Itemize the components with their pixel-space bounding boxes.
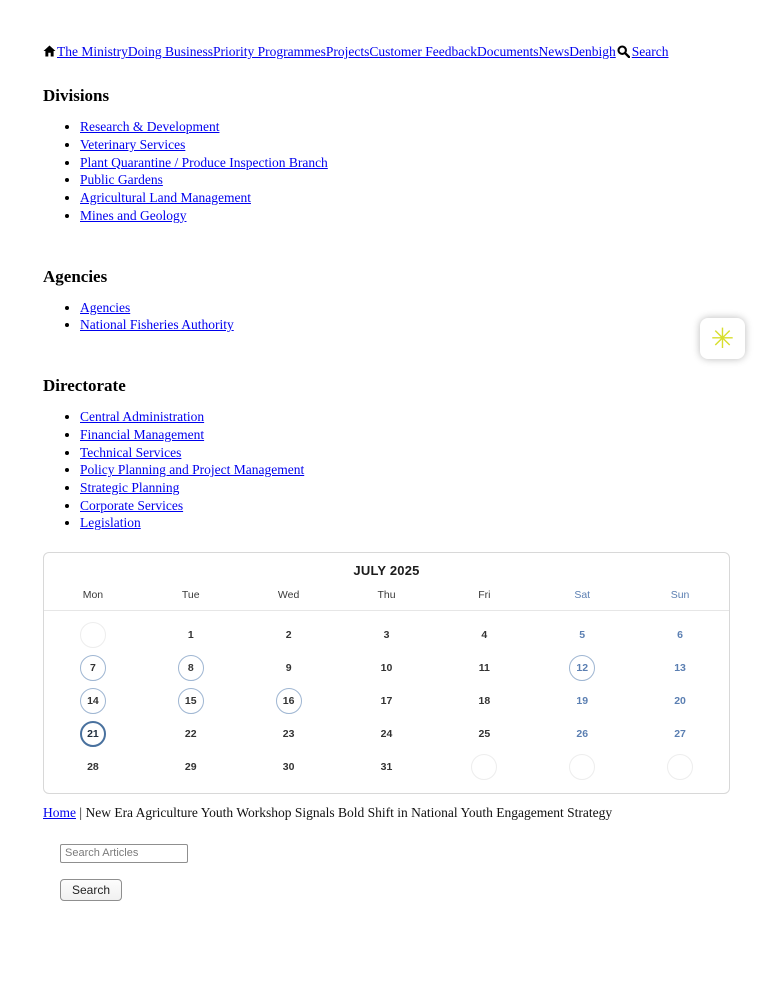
calendar-empty-day [80,622,106,648]
article-search-input[interactable] [60,844,188,863]
calendar-day: 6 [677,629,683,642]
calendar-day-header: Thu [377,589,396,602]
section-link-agencies[interactable]: Agencies [80,299,131,315]
calendar-title: JULY 2025 [353,563,420,579]
nav-link-doing-business[interactable]: Doing Business [127,44,214,59]
calendar-cell [435,688,533,714]
section-link-central-administration[interactable]: Central Administration [80,409,205,425]
nav-search-label: Search [631,44,669,59]
calendar-day[interactable]: 16 [276,688,302,714]
home-link[interactable] [43,44,56,59]
breadcrumb-separator: | [76,805,86,821]
calendar-day: 29 [184,761,197,774]
section-link-national-fisheries-authority[interactable]: National Fisheries Authority [80,317,234,333]
calendar-cell [142,754,240,780]
breadcrumb-home-link[interactable]: Home [43,805,76,821]
section-title: Agencies [43,266,108,286]
section-link-financial-management[interactable]: Financial Management [80,426,205,442]
calendar-day: 9 [285,662,292,675]
calendar-cell [142,688,240,714]
list-item [80,300,730,317]
list-item [80,427,730,444]
section-divisions [43,86,730,224]
calendar-day: 4 [481,629,488,642]
calendar-day[interactable]: 7 [80,655,106,681]
calendar-day: 20 [674,695,686,708]
calendar-cell [338,622,436,648]
accessibility-widget-button[interactable] [700,318,745,359]
calendar-day: 25 [478,728,491,741]
sections [43,86,730,532]
calendar-cell [44,688,142,714]
section-link-mines-and-geology[interactable]: Mines and Geology [80,207,187,223]
nav-link-the-ministry[interactable]: The Ministry [57,44,128,59]
calendar-cell [631,754,729,780]
calendar-cell [435,622,533,648]
calendar-day: 26 [576,728,589,741]
list-item [80,462,730,479]
main-nav [43,44,730,60]
calendar-widget [43,552,730,794]
calendar-cell [631,688,729,714]
section-link-public-gardens[interactable]: Public Gardens [80,172,163,188]
nav-link-denbigh[interactable]: Denbigh [569,44,616,59]
list-item [80,445,730,462]
calendar-cell [533,721,631,747]
list-item [80,190,730,207]
nav-link-projects[interactable]: Projects [325,44,370,59]
calendar-cell [338,655,436,681]
calendar-day-header: Mon [82,589,104,602]
calendar-cell [631,622,729,648]
calendar-cell [142,721,240,747]
nav-link-news[interactable]: News [538,44,570,59]
calendar-cell [435,721,533,747]
calendar-day: 17 [380,695,393,708]
home-icon [43,45,56,57]
calendar-cell [142,655,240,681]
calendar-day: 5 [579,629,586,642]
breadcrumb-page-title: New Era Agriculture Youth Workshop Signals Bold Shift in National Youth Engagement Strategy [85,805,613,821]
calendar-cell [240,754,338,780]
calendar-day-header: Fri [478,589,491,602]
section-agencies [43,267,730,334]
calendar-day: 28 [87,761,99,774]
calendar-day-header: Sat [574,589,591,602]
calendar-cell [631,721,729,747]
calendar-cell [44,622,142,648]
calendar-day-header: Tue [181,589,200,602]
section-link-veterinary-services[interactable]: Veterinary Services [80,136,186,152]
section-link-corporate-services[interactable]: Corporate Services [80,497,184,513]
calendar-cell [44,754,142,780]
calendar-day[interactable]: 15 [178,688,204,714]
list-item [80,480,730,497]
list-item [80,172,730,189]
calendar-day: 30 [282,761,295,774]
calendar-day: 2 [285,629,292,642]
calendar-cell [240,721,338,747]
calendar-cell [240,622,338,648]
calendar-cell [338,688,436,714]
list-item [80,409,730,426]
calendar-grid [44,611,729,793]
nav-link-customer-feedback[interactable]: Customer Feedback [369,44,477,59]
search-icon [617,45,630,58]
calendar-day: 19 [576,695,589,708]
calendar-day: 31 [380,761,393,774]
list-item [80,208,730,225]
calendar-day[interactable]: 21 [80,721,106,747]
section-link-legislation[interactable]: Legislation [80,515,141,531]
section-link-list [43,300,730,334]
calendar-cell [435,655,533,681]
asterisk-icon: ✳ [710,321,735,355]
calendar-day: 13 [674,662,686,675]
section-directorate [43,376,730,532]
calendar-cell [533,622,631,648]
calendar-cell [338,721,436,747]
calendar-cell [533,754,631,780]
section-link-strategic-planning[interactable]: Strategic Planning [80,480,180,495]
section-link-research-development[interactable]: Research & Development [80,119,220,135]
calendar-day: 18 [478,695,491,708]
calendar-cell [631,655,729,681]
section-link-technical-services[interactable]: Technical Services [80,444,182,460]
calendar-empty-day [471,754,497,780]
calendar-day[interactable]: 12 [569,655,595,681]
calendar-day: 24 [380,728,393,741]
nav-link-priority-programmes[interactable]: Priority Programmes [213,44,326,59]
list-item [80,137,730,154]
calendar-empty-day [569,754,595,780]
list-item [80,515,730,532]
calendar-cell [435,754,533,780]
calendar-cell [533,688,631,714]
calendar-cell [44,655,142,681]
section-link-list [43,119,730,224]
section-link-plant-quarantine-produce-inspection-branch[interactable]: Plant Quarantine / Produce Inspection Branch [80,154,328,170]
calendar-day: 3 [383,629,390,642]
section-title: Directorate [43,376,126,396]
calendar-cell [338,754,436,780]
list-item [80,317,730,334]
calendar-day-headers [44,587,729,611]
nav-link-documents[interactable]: Documents [477,44,539,59]
list-item [80,498,730,515]
calendar-day: 1 [187,629,194,642]
article-search [60,843,730,901]
calendar-day-header: Wed [277,589,300,602]
calendar-day[interactable]: 14 [80,688,106,714]
article-search-button[interactable]: Search [60,879,122,901]
list-item [80,155,730,172]
section-link-agricultural-land-management[interactable]: Agricultural Land Management [80,190,251,206]
section-link-policy-planning-and-project-management[interactable]: Policy Planning and Project Management [80,462,305,478]
calendar-day: 22 [184,728,197,741]
calendar-cell [240,688,338,714]
breadcrumb [43,805,730,821]
section-title: Divisions [43,86,110,106]
calendar-empty-day [667,754,693,780]
calendar-day-header: Sun [670,589,690,602]
calendar-day[interactable]: 8 [178,655,204,681]
calendar-cell [44,721,142,747]
nav-search-link[interactable] [616,44,669,59]
calendar-cell [533,655,631,681]
list-item [80,119,730,136]
calendar-cell [142,622,240,648]
calendar-day: 10 [380,662,393,675]
calendar-day: 27 [674,728,686,741]
calendar-day: 11 [478,662,490,675]
calendar-cell [240,655,338,681]
section-link-list [43,409,730,532]
main-nav-links [57,44,616,59]
calendar-day: 23 [282,728,295,741]
